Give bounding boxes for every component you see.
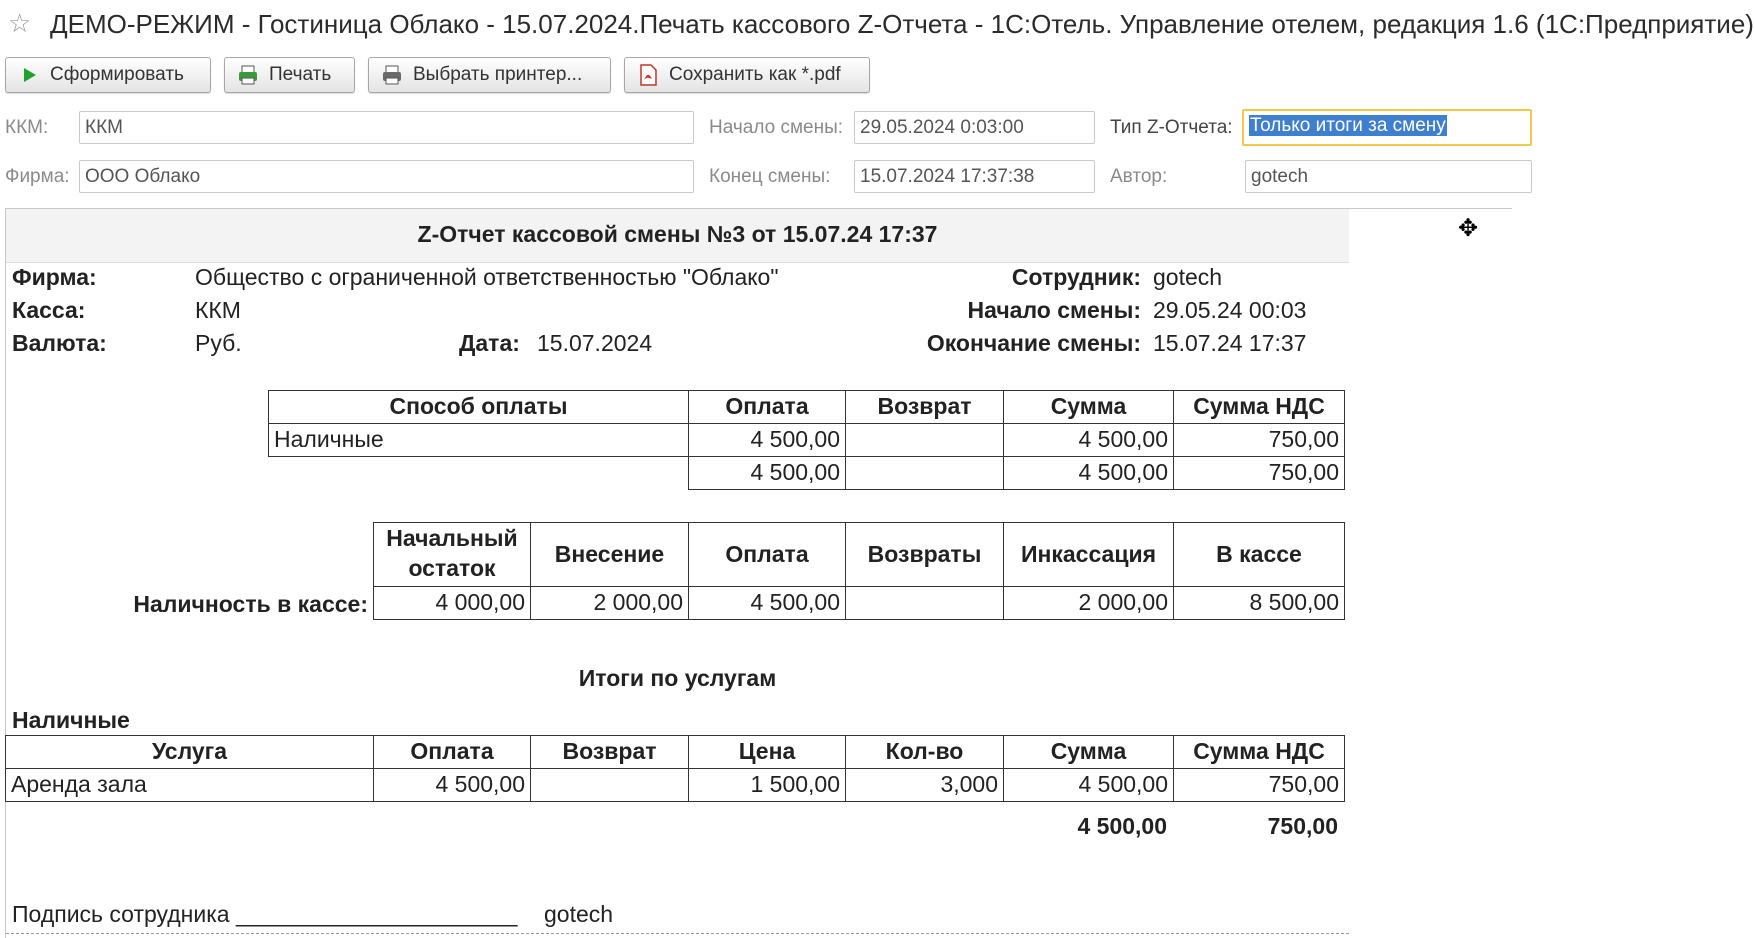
payments-header-refund: Возврат — [845, 390, 1004, 424]
table-row-cell: 2 000,00 — [530, 586, 689, 620]
report-currency-value: Руб. — [195, 330, 242, 356]
cash-header-refunds: Возвраты — [845, 522, 1004, 587]
window-title: ДЕМО-РЕЖИМ - Гостиница Облако - 15.07.2024.Печать кассового Z-Отчета - 1С:Отель. Управление отелем, редакция 1.6 (1С:Предприятие) — [50, 9, 1754, 39]
cash-header-initial — [373, 522, 531, 587]
save-pdf-button-label: Сохранить как *.pdf — [669, 64, 841, 85]
shift-end-label: Конец смены: — [709, 166, 831, 187]
title-bar — [0, 0, 1754, 50]
table-row-cell: 750,00 — [1173, 768, 1345, 802]
table-row-cell: 8 500,00 — [1173, 586, 1345, 620]
table-row-cell: 4 500,00 — [373, 768, 531, 802]
firm-label: Фирма: — [5, 166, 70, 187]
services-header-sum: Сумма — [1003, 735, 1174, 769]
report-document[interactable] — [5, 208, 1512, 938]
report-shift-start-value: 29.05.24 00:03 — [1153, 297, 1307, 323]
author-field[interactable]: gotech — [1245, 160, 1532, 193]
table-row-cell — [845, 586, 1004, 620]
report-kassa-value: ККМ — [195, 297, 241, 323]
payments-header-sum: Сумма — [1003, 390, 1174, 424]
cash-row-label: Наличность в кассе: — [133, 591, 368, 617]
report-date-label: Дата: — [459, 330, 520, 356]
report-employee-value: gotech — [1153, 264, 1223, 290]
payments-total-cell: 4 500,00 — [1003, 456, 1174, 490]
report-firm-value: Общество с ограниченной ответственностью "Облако" — [195, 264, 779, 290]
table-row-cell: 3,000 — [845, 768, 1004, 802]
choose-printer-button-label: Выбрать принтер... — [413, 64, 583, 85]
services-total-sum: 4 500,00 — [1077, 813, 1167, 839]
report-type-value: Только итоги за смену — [1250, 115, 1446, 136]
report-shift-start-label: Начало смены: — [967, 297, 1141, 323]
payments-total-cell: 750,00 — [1173, 456, 1345, 490]
printer-icon — [381, 64, 403, 86]
signature-label: Подпись сотрудника ______________________ — [12, 901, 518, 927]
author-label: Автор: — [1110, 166, 1168, 187]
payments-total-cell: 4 500,00 — [688, 456, 846, 490]
services-header-vat: Сумма НДС — [1173, 735, 1345, 769]
report-title: Z-Отчет кассовой смены №3 от 15.07.24 17:37 — [6, 209, 1349, 263]
services-header-refund: Возврат — [530, 735, 689, 769]
services-header-payment: Оплата — [373, 735, 531, 769]
pdf-icon — [637, 64, 659, 86]
shift-start-label: Начало смены: — [709, 117, 844, 138]
table-row-cell — [845, 423, 1004, 457]
report-kassa-label: Касса: — [12, 297, 86, 323]
payments-header-payment: Оплата — [688, 390, 846, 424]
table-row-cell: 4 500,00 — [1003, 768, 1174, 802]
payments-header-method: Способ оплаты — [268, 390, 689, 424]
services-header-qty: Кол-во — [845, 735, 1004, 769]
report-type-label: Тип Z-Отчета: — [1110, 117, 1233, 138]
table-row-cell: 4 500,00 — [688, 586, 846, 620]
print-button-label: Печать — [269, 64, 332, 85]
table-row-cell — [530, 768, 689, 802]
play-icon — [18, 64, 40, 86]
shift-start-field[interactable]: 29.05.2024 0:03:00 — [854, 111, 1095, 144]
cash-header-collection: Инкассация — [1003, 522, 1174, 587]
choose-printer-button[interactable] — [368, 57, 611, 93]
firm-field[interactable]: ООО Облако — [79, 160, 694, 193]
payments-header-vat: Сумма НДС — [1173, 390, 1345, 424]
table-row-cell: 1 500,00 — [688, 768, 846, 802]
print-icon — [237, 64, 259, 86]
report-type-field[interactable] — [1242, 109, 1532, 146]
cash-header-initial-line2: остаток — [408, 555, 496, 581]
print-button[interactable] — [224, 57, 355, 93]
table-row-cell: Наличные — [268, 423, 689, 457]
report-date-value: 15.07.2024 — [537, 330, 653, 356]
favorite-star-icon[interactable]: ☆ — [8, 8, 32, 38]
services-title: Итоги по услугам — [578, 665, 777, 691]
shift-end-field[interactable]: 15.07.2024 17:37:38 — [854, 160, 1095, 193]
table-row-cell: Аренда зала — [5, 768, 374, 802]
table-row-cell: 2 000,00 — [1003, 586, 1174, 620]
save-pdf-button[interactable] — [624, 57, 870, 93]
table-row-cell: 750,00 — [1173, 423, 1345, 457]
cash-header-deposit: Внесение — [530, 522, 689, 587]
payments-total-cell — [845, 456, 1004, 490]
page-break-divider — [6, 933, 1349, 934]
report-employee-label: Сотрудник: — [1011, 264, 1141, 290]
report-shift-end-value: 15.07.24 17:37 — [1153, 330, 1307, 356]
generate-button[interactable] — [5, 57, 211, 93]
report-firm-label: Фирма: — [12, 264, 97, 290]
kkm-field[interactable]: ККМ — [79, 111, 694, 144]
table-row-cell: 4 000,00 — [373, 586, 531, 620]
services-group: Наличные — [12, 707, 130, 733]
services-header-service: Услуга — [5, 735, 374, 769]
table-row-cell: 4 500,00 — [1003, 423, 1174, 457]
cash-header-payment: Оплата — [688, 522, 846, 587]
signature-name: gotech — [544, 901, 614, 927]
table-row-cell: 4 500,00 — [688, 423, 846, 457]
report-shift-end-label: Окончание смены: — [926, 330, 1141, 356]
cash-header-in-register: В кассе — [1173, 522, 1345, 587]
cash-header-initial-line1: Начальный — [386, 525, 518, 551]
generate-button-label: Сформировать — [50, 64, 184, 85]
services-total-vat: 750,00 — [1267, 813, 1338, 839]
kkm-label: ККМ: — [5, 117, 49, 138]
services-header-price: Цена — [688, 735, 846, 769]
move-cursor-icon: ✥ — [1458, 215, 1479, 242]
report-currency-label: Валюта: — [12, 330, 107, 356]
